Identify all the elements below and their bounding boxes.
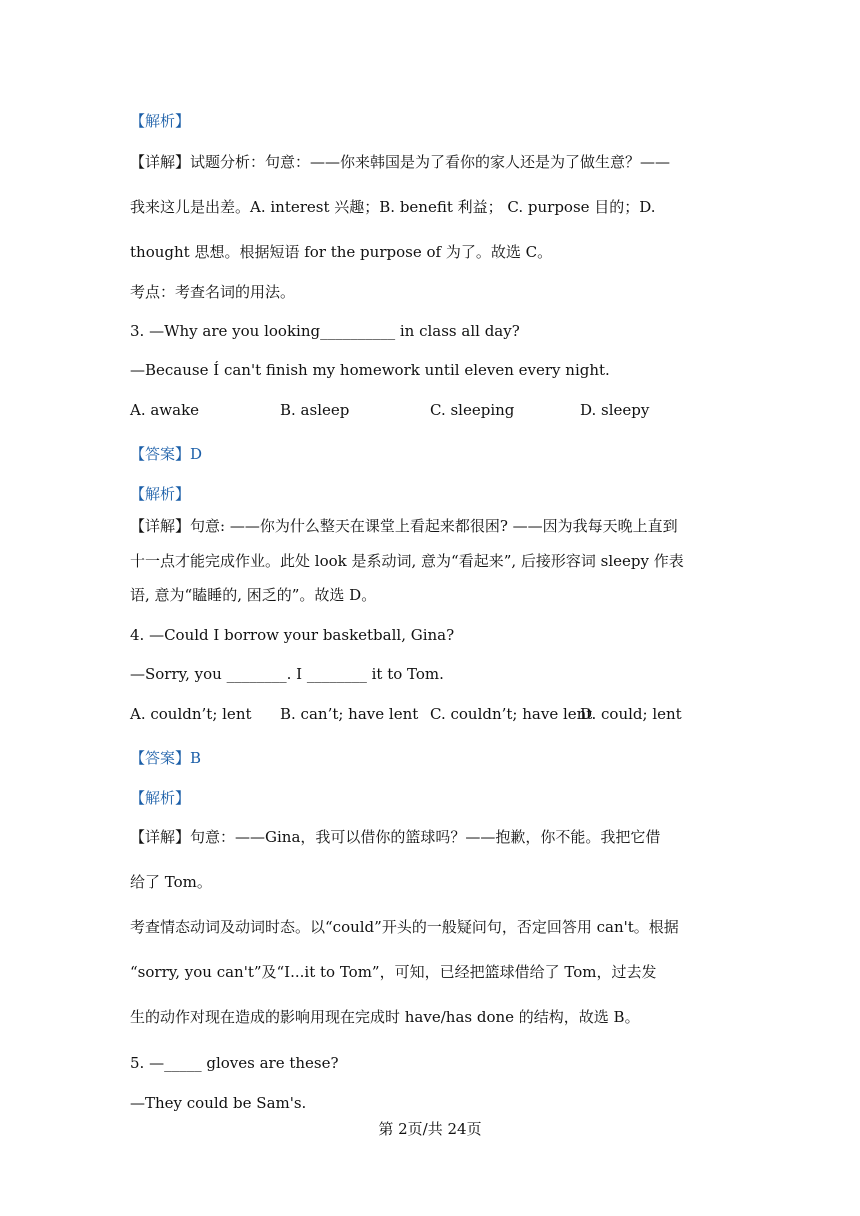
option-a: A. couldn’t; lent bbox=[130, 705, 252, 723]
detail-line: 【详解】句意：——Gina，我可以借你的篮球吗？——抱歉，你不能。我把它借 bbox=[130, 828, 661, 846]
detail-line: “sorry, you can't”及“I...it to Tom”，可知，已经把篮球借给了 Tom，过去发 bbox=[130, 963, 657, 981]
option-c: C. couldn’t; have lent bbox=[430, 705, 593, 723]
option-a: A. awake bbox=[130, 401, 200, 419]
option-c: C. sleeping bbox=[430, 401, 515, 419]
answer-label: 【答案】D bbox=[130, 445, 203, 463]
detail-line: 语, 意为“瞌睡的, 困乏的”。故选 D。 bbox=[130, 586, 377, 604]
question-3-reply: —Because Í can't finish my homework until eleven every night. bbox=[130, 361, 610, 379]
option-b: B. can’t; have lent bbox=[280, 705, 419, 723]
question-3: 3. —Why are you looking__________ in class all day? bbox=[130, 322, 520, 340]
question-5-reply: —They could be Sam's. bbox=[130, 1094, 307, 1112]
option-b: B. asleep bbox=[280, 401, 350, 419]
option-d: D. sleepy bbox=[580, 401, 650, 419]
detail-line: 【详解】句意: ——你为什么整天在课堂上看起来都很困? ——因为我每天晚上直到 bbox=[130, 517, 678, 535]
question-4-reply: —Sorry, you ________. I ________ it to Tom. bbox=[130, 665, 444, 683]
analysis-label: 【解析】 bbox=[130, 112, 191, 130]
detail-line: thought 思想。根据短语 for the purpose of 为了。故选 C。 bbox=[130, 243, 553, 261]
key-point-line: 考点：考查名词的用法。 bbox=[130, 283, 296, 301]
analysis-label: 【解析】 bbox=[130, 485, 191, 503]
detail-line: 【详解】试题分析：句意：——你来韩国是为了看你的家人还是为了做生意？—— bbox=[130, 153, 671, 171]
detail-line: 给了 Tom。 bbox=[130, 873, 212, 891]
detail-line: 十一点才能完成作业。此处 look 是系动词, 意为“看起来”, 后接形容词 sleepy 作表 bbox=[130, 552, 684, 570]
answer-label: 【答案】B bbox=[130, 749, 202, 767]
question-4: 4. —Could I borrow your basketball, Gina? bbox=[130, 626, 455, 644]
detail-line: 我来这儿是出差。A. interest 兴趣；B. benefit 利益； C. purpose 目的；D. bbox=[130, 198, 656, 216]
question-5: 5. —_____ gloves are these? bbox=[130, 1054, 339, 1072]
analysis-label: 【解析】 bbox=[130, 789, 191, 807]
page-footer: 第 2页/共 24页 bbox=[378, 1120, 482, 1138]
detail-line: 生的动作对现在造成的影响用现在完成时 have/has done 的结构，故选 B。 bbox=[130, 1008, 640, 1026]
option-d: D. could; lent bbox=[580, 705, 682, 723]
detail-line: 考查情态动词及动词时态。以“could”开头的一般疑问句，否定回答用 can't。根据 bbox=[130, 918, 679, 936]
